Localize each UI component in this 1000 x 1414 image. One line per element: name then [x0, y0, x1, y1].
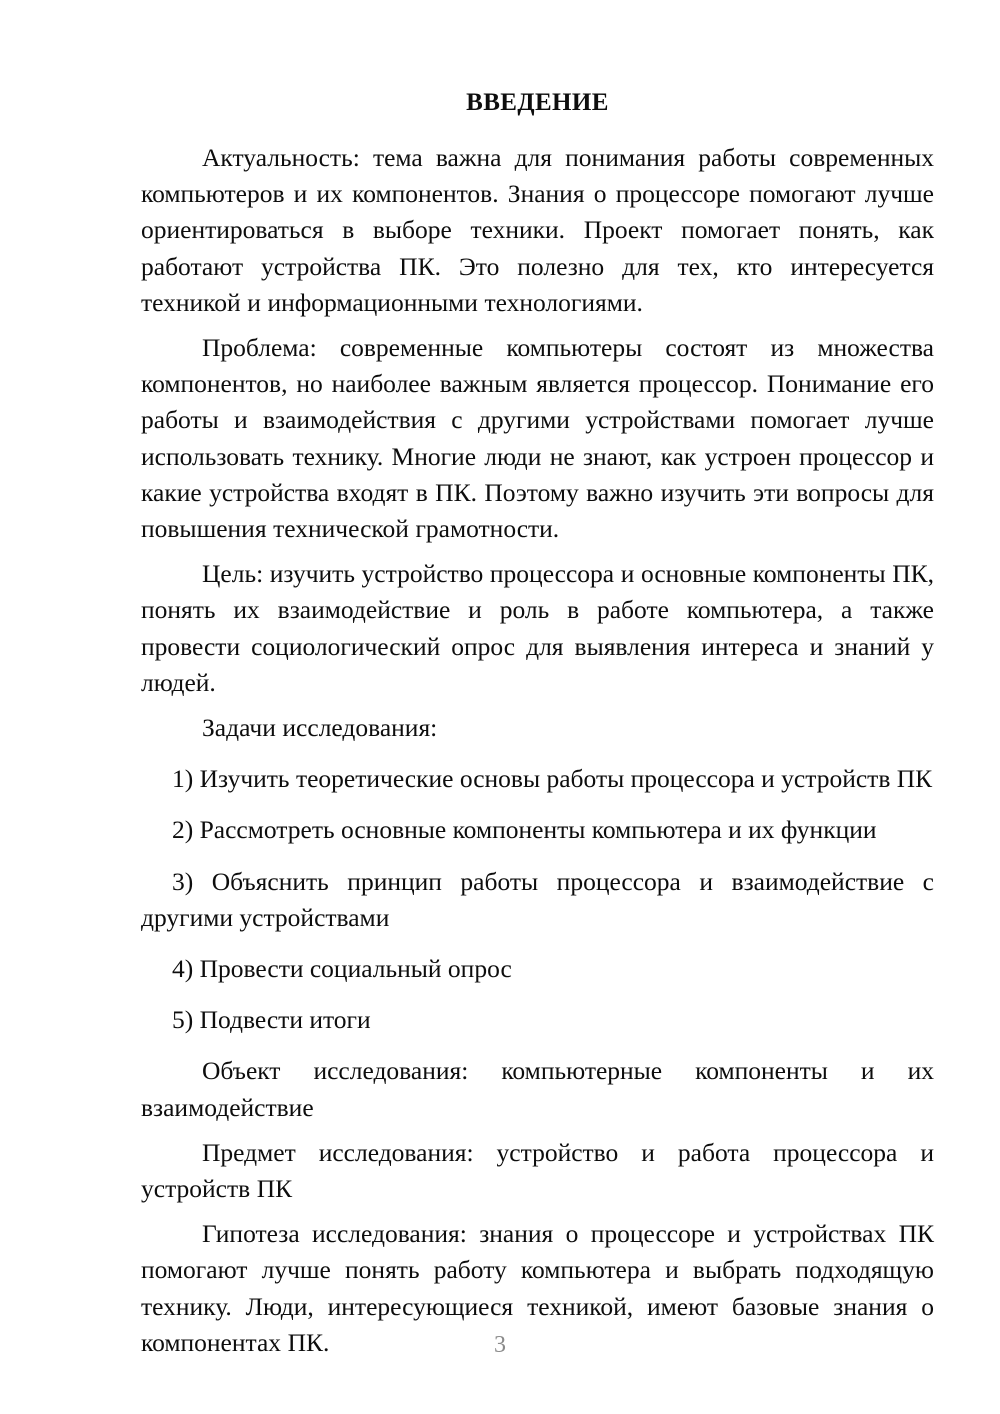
paragraph-object: Объект исследования: компьютерные компоненты и их взаимодействие	[141, 1056, 934, 1122]
paragraph-spacer	[141, 548, 934, 556]
list-item: 1) Изучить теоретические основы работы процессора и устройств ПК	[172, 764, 933, 794]
paragraph-subject: Предмет исследования: устройство и работа процессора и устройств ПК	[141, 1137, 934, 1204]
list-item: 3) Объяснить принцип работы процессора и взаимодействие с другими устройствами	[141, 866, 934, 932]
list-item: 2) Рассмотреть основные компоненты компьютера и их функции	[172, 815, 877, 845]
list-item: 5) Подвести итоги	[172, 1005, 371, 1035]
paragraph-goal: Цель: изучить устройство процессора и основные компоненты ПК, понять их взаимодействие и роль в работе компьютера, а также провести социологический опрос для выявления интереса и знаний у людей.	[141, 559, 934, 697]
list-spacer	[141, 747, 934, 761]
tasks-list	[141, 761, 934, 1038]
tasks-heading: Задачи исследования:	[202, 713, 438, 743]
paragraph-problem: Проблема: современные компьютеры состоят из множества компонентов, но наиболее важным является процессор. Понимание его работы и взаимодействия с другими устройствами помогает лучше использовать технику. Многие люди не знают, как устроен процессор и какие устройства входят в ПК. Поэтому важно изучить эти вопросы для повышения технической грамотности.	[141, 333, 934, 544]
document-body	[141, 88, 934, 1362]
paragraph-spacer	[141, 1208, 934, 1216]
list-spacer	[141, 988, 934, 1002]
list-spacer	[141, 937, 934, 951]
paragraph-relevance: Актуальность: тема важна для понимания работы современных компьютеров и их компонентов. Знания о процессоре помогают лучше ориентироваться в выборе техники. Проект помогает понять, как работают устройства ПК. Это полезно для тех, кто интересуется техникой и информационными технологиями.	[141, 143, 934, 317]
list-spacer	[141, 850, 934, 864]
paragraph-hypothesis: Гипотеза исследования: знания о процессоре и устройствах ПК помогают лучше понять работу компьютера и выбрать подходящую технику. Люди, интересующиеся техникой, имеют базовые знания о компонентах ПК.	[141, 1219, 934, 1357]
list-item: 4) Провести социальный опрос	[172, 954, 512, 984]
paragraph-spacer	[141, 1127, 934, 1135]
paragraph-spacer	[141, 1039, 934, 1053]
page-title: ВВЕДЕНИЕ	[466, 89, 609, 116]
page-number: 3	[494, 1332, 506, 1358]
paragraph-spacer	[141, 322, 934, 330]
list-spacer	[141, 798, 934, 812]
paragraph-spacer	[141, 702, 934, 710]
